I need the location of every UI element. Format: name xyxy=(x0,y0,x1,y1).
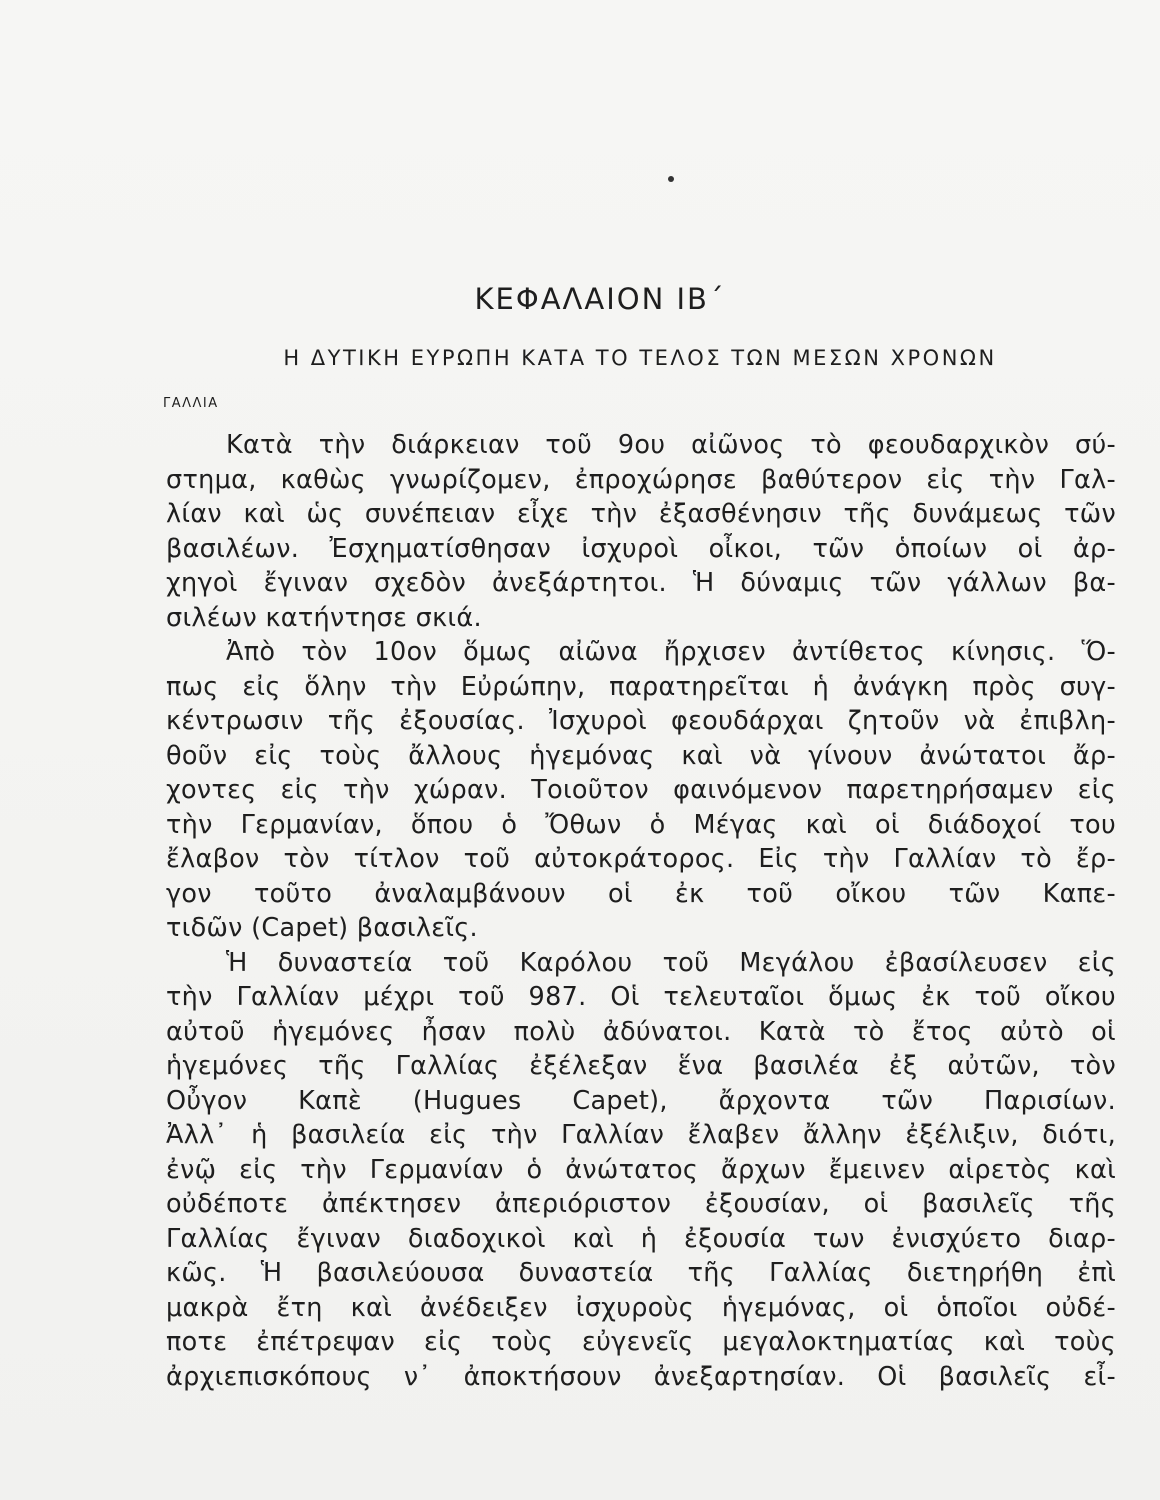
text-line: θοῦν εἰς τοὺς ἄλλους ἡγεμόνας καὶ νὰ γίνουν ἀνώτατοι ἄρ- xyxy=(166,740,1116,771)
text-line: ἔλαβον τὸν τίτλον τοῦ αὐτοκράτορος. Εἰς τὴν Γαλλίαν τὸ ἔρ- xyxy=(166,844,1116,874)
text-line: ποτε ἐπέτρεψαν εἰς τοὺς εὐγενεῖς μεγαλοκτηματίας καὶ τοὺς xyxy=(166,1327,1116,1357)
chapter-title: Η ΔΥΤΙΚΗ ΕΥΡΩΠΗ ΚΑΤΑ ΤΟ ΤΕΛΟΣ ΤΩΝ ΜΕΣΩΝ ΧΡΟΝΩΝ xyxy=(283,346,997,370)
text-line: μακρὰ ἔτη καὶ ἀνέδειξεν ἰσχυροὺς ἡγεμόνας, οἱ ὁποῖοι οὐδέ- xyxy=(166,1292,1116,1323)
text-line: γον τοῦτο ἀναλαμβάνουν οἱ ἐκ τοῦ οἴκου τῶν Καπε- xyxy=(166,878,1116,909)
text-line: τιδῶν (Capet) βασιλεῖς. xyxy=(166,913,478,943)
chapter-heading: ΚΕΦΑΛΑΙΟΝ ΙΒ΄ xyxy=(474,282,726,316)
text-line: αὐτοῦ ἡγεμόνες ἦσαν πολὺ ἀδύνατοι. Κατὰ τὸ ἔτος αὐτὸ οἱ xyxy=(166,1016,1116,1047)
text-line: Γαλλίας ἔγιναν διαδοχικοὶ καὶ ἡ ἐξουσία των ἐνισχύετο διαρ- xyxy=(166,1223,1116,1254)
text-line: κέντρωσιν τῆς ἐξουσίας. Ἰσχυροὶ φεουδάρχαι ζητοῦν νὰ ἐπιβλη- xyxy=(166,706,1116,736)
section-label: ΓΑΛΛΙΑ xyxy=(163,396,219,411)
text-line: Ἡ δυναστεία τοῦ Καρόλου τοῦ Μεγάλου ἐβασίλευσεν εἰς xyxy=(226,947,1116,978)
text-line: τὴν Γερμανίαν, ὅπου ὁ Ὄθων ὁ Μέγας καὶ οἱ διάδοχοί του xyxy=(166,809,1116,840)
text-line: πως εἰς ὅλην τὴν Εὐρώπην, παρατηρεῖται ἡ ἀνάγκη πρὸς συγ- xyxy=(166,671,1116,702)
ink-speck xyxy=(668,176,674,182)
text-line: ἐνῷ εἰς τὴν Γερμανίαν ὁ ἀνώτατος ἄρχων ἔμεινεν αἱρετὸς καὶ xyxy=(166,1154,1116,1185)
text-line: ἀρχιεπισκόπους ν᾽ ἀποκτήσουν ἀνεξαρτησίαν. Οἱ βασιλεῖς εἶ- xyxy=(166,1361,1116,1392)
text-line: Κατὰ τὴν διάρκειαν τοῦ 9ου αἰῶνος τὸ φεουδαρχικὸν σύ- xyxy=(226,430,1116,460)
text-line: λίαν καὶ ὡς συνέπειαν εἶχε τὴν ἐξασθένησιν τῆς δυνάμεως τῶν xyxy=(166,499,1116,529)
body-text xyxy=(166,428,1116,1394)
text-line: Οὖγον Καπὲ (Hugues Capet), ἄρχοντα τῶν Παρισίων. xyxy=(166,1085,1116,1116)
text-line: βασιλέων. Ἐσχηματίσθησαν ἰσχυροὶ οἶκοι, τῶν ὁποίων οἱ ἀρ- xyxy=(166,533,1116,564)
text-line: Ἀλλ᾽ ἡ βασιλεία εἰς τὴν Γαλλίαν ἔλαβεν ἄλλην ἐξέλιξιν, διότι, xyxy=(166,1120,1116,1150)
text-line: χηγοὶ ἔγιναν σχεδὸν ἀνεξάρτητοι. Ἡ δύναμις τῶν γάλλων βα- xyxy=(166,568,1116,598)
text-line: χοντες εἰς τὴν χώραν. Τοιοῦτον φαινόμενον παρετηρήσαμεν εἰς xyxy=(166,775,1116,805)
text-line: τὴν Γαλλίαν μέχρι τοῦ 987. Οἱ τελευταῖοι ὅμως ἐκ τοῦ οἴκου xyxy=(166,982,1116,1012)
text-line: στημα, καθὼς γνωρίζομεν, ἐπροχώρησε βαθύτερον εἰς τὴν Γαλ- xyxy=(166,464,1116,495)
text-line: οὐδέποτε ἀπέκτησεν ἀπεριόριστον ἐξουσίαν, οἱ βασιλεῖς τῆς xyxy=(166,1189,1116,1219)
text-line: σιλέων κατήντησε σκιά. xyxy=(166,602,482,633)
text-line: Ἀπὸ τὸν 10ον ὅμως αἰῶνα ἤρχισεν ἀντίθετος κίνησις. Ὅ- xyxy=(226,637,1116,667)
text-line: ἡγεμόνες τῆς Γαλλίας ἐξέλεξαν ἕνα βασιλέα ἐξ αὐτῶν, τὸν xyxy=(166,1051,1116,1081)
text-line: κῶς. Ἡ βασιλεύουσα δυναστεία τῆς Γαλλίας διετηρήθη ἐπὶ xyxy=(166,1258,1116,1288)
